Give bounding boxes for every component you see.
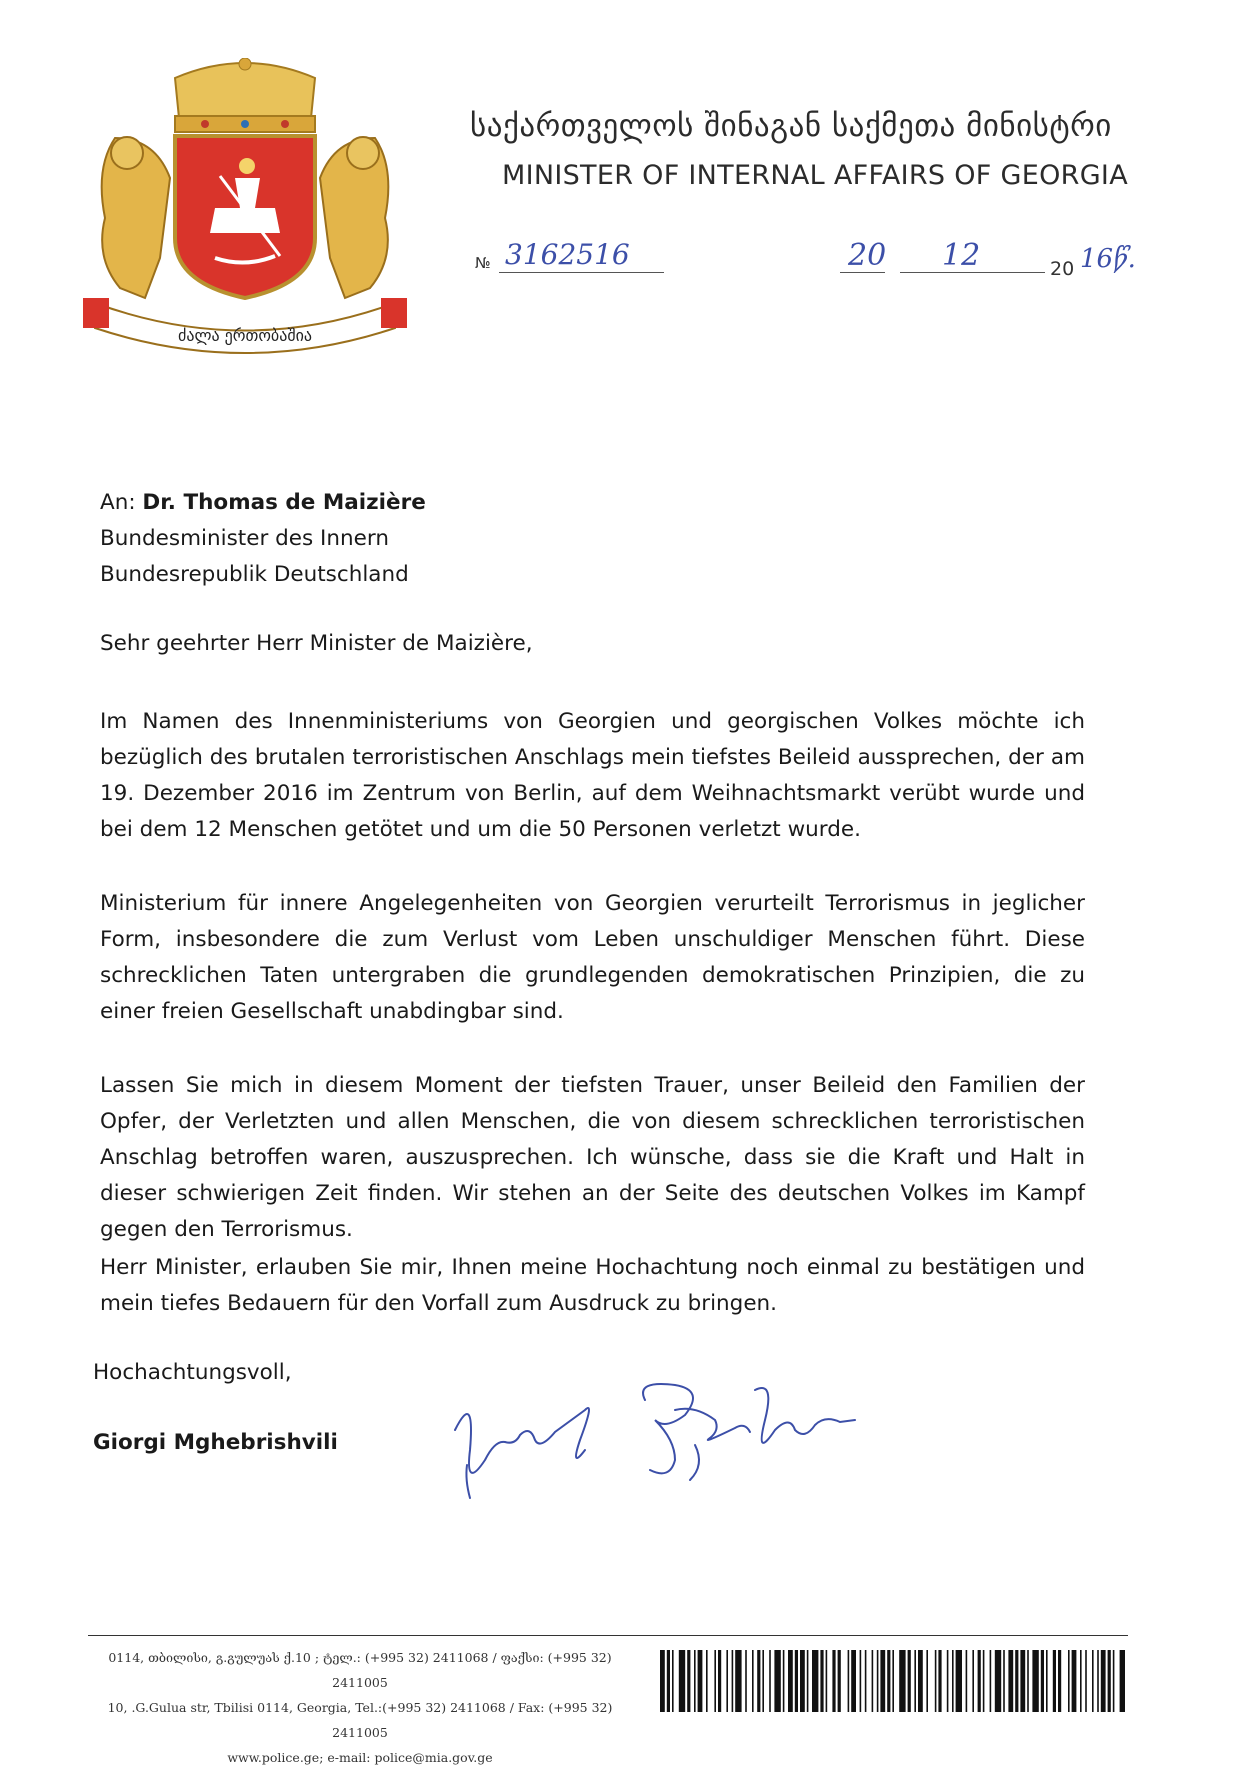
- barcode-bar-9: [718, 1650, 721, 1712]
- salutation: Sehr geehrter Herr Minister de Maizière,: [100, 631, 533, 656]
- barcode-bar-0: [660, 1650, 665, 1712]
- barcode-bar-72: [1113, 1650, 1115, 1712]
- barcode-bar-19: [783, 1650, 785, 1712]
- barcode: [660, 1650, 1125, 1712]
- barcode-bar-46: [952, 1650, 954, 1712]
- signer-name: Giorgi Mghebrishvili: [93, 1430, 338, 1455]
- recipient-country: Bundesrepublik Deutschland: [100, 562, 409, 587]
- barcode-bar-16: [762, 1650, 764, 1712]
- barcode-bar-3: [679, 1650, 685, 1712]
- barcode-bar-34: [877, 1650, 879, 1712]
- document-number: [475, 238, 665, 278]
- barcode-bar-70: [1101, 1650, 1106, 1712]
- barcode-bar-15: [757, 1650, 760, 1712]
- barcode-bar-11: [732, 1650, 734, 1712]
- recipient-name: Dr. Thomas de Maizière: [142, 490, 426, 515]
- barcode-bar-30: [851, 1650, 856, 1712]
- barcode-bar-38: [899, 1650, 905, 1712]
- document-date: [840, 238, 1140, 278]
- barcode-bar-52: [990, 1650, 992, 1712]
- barcode-bar-32: [865, 1650, 867, 1712]
- barcode-bar-8: [714, 1650, 716, 1712]
- barcode-bar-6: [698, 1650, 703, 1712]
- barcode-bar-68: [1092, 1650, 1094, 1712]
- barcode-bar-7: [706, 1650, 708, 1712]
- barcode-bar-17: [769, 1650, 771, 1712]
- shield-icon: [175, 136, 315, 298]
- barcode-bar-43: [935, 1650, 937, 1712]
- barcode-bar-64: [1068, 1650, 1070, 1712]
- barcode-bar-12: [735, 1650, 741, 1712]
- barcode-bar-33: [872, 1650, 874, 1712]
- barcode-bar-48: [966, 1650, 968, 1712]
- barcode-bar-61: [1046, 1650, 1048, 1712]
- barcode-bar-20: [788, 1650, 793, 1712]
- letterhead-title-english: MINISTER OF INTERNAL AFFAIRS OF GEORGIA: [502, 160, 1128, 191]
- barcode-bar-54: [1003, 1650, 1005, 1712]
- footer-contact: [80, 1645, 640, 1770]
- crown-icon: [175, 58, 315, 132]
- barcode-bar-66: [1080, 1650, 1082, 1712]
- barcode-bar-27: [832, 1650, 835, 1712]
- number-sign: №: [475, 254, 491, 272]
- barcode-bar-25: [820, 1650, 823, 1712]
- barcode-bar-26: [826, 1650, 828, 1712]
- barcode-bar-67: [1085, 1650, 1087, 1712]
- barcode-bar-47: [956, 1650, 962, 1712]
- barcode-bar-40: [914, 1650, 916, 1712]
- barcode-bar-42: [926, 1650, 928, 1712]
- handwritten-number: 3162516: [505, 238, 630, 271]
- barcode-bar-59: [1032, 1650, 1038, 1712]
- barcode-bar-50: [978, 1650, 981, 1712]
- number-underline: [499, 272, 664, 273]
- barcode-bar-49: [972, 1650, 974, 1712]
- body-paragraph-3: Lassen Sie mich in diesem Moment der tiefsten Trauer, unser Beileid den Familien der Opfer, der Verletzten und allen Menschen, die von diesem schrecklichen terroristischen Anschlag betroffen waren, auszusprechen. Ich wünsche, dass sie die Kraft und Halt in dieser schwierigen Zeit finden. Wir stehen an der Seite des deutschen Volkes im Kampf gegen den Terrorismus.: [100, 1073, 1085, 1242]
- barcode-bar-14: [752, 1650, 754, 1712]
- recipient-name-line: [100, 485, 426, 521]
- footer-line-georgian: 0114, თბილისი, გ.გულუას ქ.10 ; ტელ.: (+995 32) 2411068 / ფაქსი: (+995 32) 2411005: [108, 1650, 612, 1690]
- handwritten-day: 20: [848, 238, 887, 273]
- coat-of-arms-emblem: [75, 58, 415, 358]
- recipient-title: Bundesminister des Innern: [100, 526, 389, 551]
- barcode-bar-55: [1008, 1650, 1013, 1712]
- handwritten-year: 16წ.: [1080, 244, 1136, 274]
- barcode-bar-63: [1058, 1650, 1061, 1712]
- barcode-bar-39: [908, 1650, 911, 1712]
- barcode-bar-4: [687, 1650, 690, 1712]
- barcode-bar-10: [726, 1650, 728, 1712]
- barcode-bar-21: [795, 1650, 798, 1712]
- barcode-bar-35: [880, 1650, 885, 1712]
- barcode-bar-60: [1041, 1650, 1044, 1712]
- barcode-bar-36: [887, 1650, 890, 1712]
- barcode-bar-62: [1053, 1650, 1056, 1712]
- barcode-bar-37: [892, 1650, 894, 1712]
- body-paragraph-4: Herr Minister, erlauben Sie mir, Ihnen meine Hochachtung noch einmal zu bestätigen und mein tiefes Bedauern für den Vorfall zum Ausdruck zu bringen.: [100, 1255, 1085, 1316]
- barcode-bar-57: [1020, 1650, 1025, 1712]
- lion-right-icon: [320, 137, 388, 298]
- footer-line-english: 10, .G.Gulua str, Tbilisi 0114, Georgia, Tel.:(+995 32) 2411068 / Fax: (+995 32) 2411005: [107, 1700, 613, 1740]
- barcode-bar-65: [1072, 1650, 1077, 1712]
- footer-divider: [88, 1635, 1128, 1636]
- barcode-bar-41: [918, 1650, 923, 1712]
- barcode-bar-53: [995, 1650, 1001, 1712]
- barcode-bar-69: [1097, 1650, 1099, 1712]
- barcode-bar-44: [938, 1650, 941, 1712]
- coat-motto: ძალა ერთობაშია: [177, 326, 313, 345]
- barcode-bar-24: [812, 1650, 818, 1712]
- lion-left-icon: [102, 137, 170, 298]
- barcode-bar-13: [745, 1650, 747, 1712]
- recipient-block: [100, 485, 426, 593]
- barcode-bar-23: [807, 1650, 809, 1712]
- barcode-bar-56: [1015, 1650, 1018, 1712]
- barcode-bar-18: [774, 1650, 780, 1712]
- letterhead-title-georgian: საქართველოს შინაგან საქმეთა მინისტრი: [470, 108, 1112, 144]
- handwritten-signature: [445, 1370, 885, 1500]
- closing: Hochachtungsvoll,: [93, 1360, 292, 1385]
- barcode-bar-22: [800, 1650, 805, 1712]
- barcode-bar-73: [1120, 1650, 1125, 1712]
- barcode-bar-31: [860, 1650, 862, 1712]
- barcode-bar-58: [1027, 1650, 1029, 1712]
- body-paragraph-1: Im Namen des Innenministeriums von Georgien und georgischen Volkes möchte ich bezüglich des brutalen terroristischen Anschlags mein tiefstes Beileid aussprechen, der am 19. Dezember 2016 im Zentrum von Berlin, auf dem Weihnachtsmarkt verübt wurde und bei dem 12 Menschen getötet und um die 50 Personen verletzt wurde.: [100, 709, 1085, 842]
- barcode-bar-1: [667, 1650, 670, 1712]
- handwritten-month: 12: [942, 238, 981, 273]
- footer-line-web: www.police.ge; e-mail: police@mia.gov.ge: [227, 1750, 493, 1765]
- date-year-prefix: 20: [1050, 258, 1075, 280]
- barcode-bar-28: [838, 1650, 841, 1712]
- barcode-bar-45: [947, 1650, 949, 1712]
- barcode-bar-2: [672, 1650, 674, 1712]
- barcode-bar-29: [848, 1650, 850, 1712]
- barcode-bar-5: [694, 1650, 696, 1712]
- barcode-bar-51: [983, 1650, 985, 1712]
- recipient-label: An:: [100, 490, 136, 515]
- barcode-bar-71: [1108, 1650, 1111, 1712]
- body-paragraph-2: Ministerium für innere Angelegenheiten von Georgien verurteilt Terrorismus in jeglicher Form, insbesondere die zum Verlust vom Leben unschuldiger Menschen führt. Diese schrecklichen Taten untergraben die grundlegenden demokratischen Prinzipien, die zu einer freien Gesellschaft unabdingbar sind.: [100, 891, 1085, 1024]
